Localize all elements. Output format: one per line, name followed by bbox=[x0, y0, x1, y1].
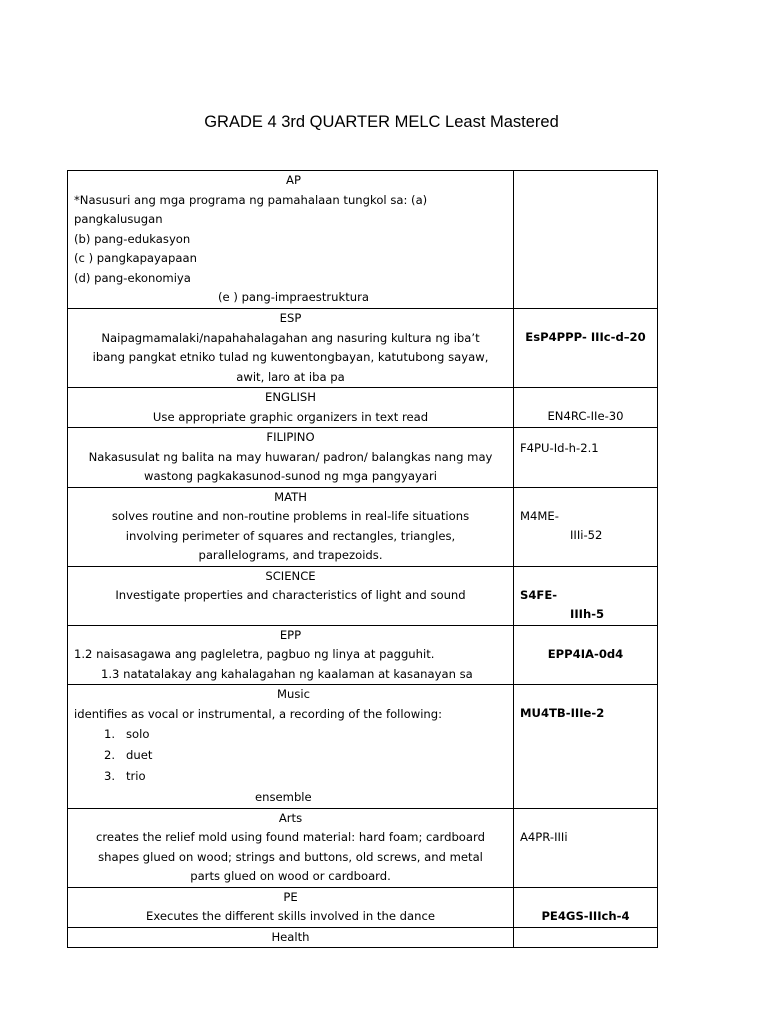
code-pe: PE4GS-IIIch-4 bbox=[541, 908, 630, 923]
table-row-arts bbox=[68, 808, 658, 887]
page-title: GRADE 4 3rd QUARTER MELC Least Mastered bbox=[204, 113, 559, 131]
list-item: 2. duet bbox=[104, 748, 153, 762]
science-line-1: Investigate properties and characteristics of light and sound bbox=[115, 588, 466, 602]
table-row-music bbox=[68, 685, 658, 809]
esp-line-1: Naipagmamalaki/napahahalagahan ang nasuring kultura ng iba’t bbox=[101, 330, 480, 345]
list-item: 3. trio bbox=[104, 769, 146, 783]
arts-line-1: creates the relief mold using found material: hard foam; cardboard bbox=[96, 830, 485, 844]
competency-cell-health bbox=[68, 927, 514, 948]
code-cell-music bbox=[514, 685, 658, 809]
table-row-esp bbox=[68, 309, 658, 388]
code-cell-math bbox=[514, 487, 658, 566]
arts-line-2: shapes glued on wood; strings and buttons, old screws, and metal bbox=[98, 849, 483, 864]
competency-cell-science bbox=[68, 566, 514, 625]
table-row-epp bbox=[68, 625, 658, 685]
math-line-1: solves routine and non-routine problems in real-life situations bbox=[111, 509, 470, 523]
table-row-filipino bbox=[68, 428, 658, 488]
table-row-science bbox=[68, 566, 658, 625]
subject-label-english: ENGLISH bbox=[265, 390, 316, 404]
code-filipino: F4PU-Id-h-2.1 bbox=[520, 441, 599, 455]
music-line-2: ensemble bbox=[255, 790, 312, 804]
ap-line-5: (d) pang-ekonomiya bbox=[74, 270, 191, 285]
table-row-math bbox=[68, 487, 658, 566]
code-arts: A4PR-IIIi bbox=[520, 829, 568, 844]
table-row-pe bbox=[68, 887, 658, 927]
ap-line-1: *Nasusuri ang mga programa ng pamahalaan tungkol sa: (a) bbox=[74, 192, 428, 207]
epp-line-2: 1.3 natatalakay ang kahalagahan ng kaalaman at kasanayan sa bbox=[101, 666, 473, 681]
arts-line-3: parts glued on wood or cardboard. bbox=[190, 869, 391, 883]
subject-label-filipino: FILIPINO bbox=[266, 430, 315, 444]
subject-label-arts: Arts bbox=[278, 810, 303, 825]
competency-cell-ap bbox=[68, 171, 514, 309]
code-epp: EPP4IA-0d4 bbox=[547, 646, 624, 661]
table-row-ap bbox=[68, 171, 658, 309]
competency-cell-filipino bbox=[68, 428, 514, 488]
filipino-line-1: Nakasusulat ng balita na may huwaran/ padron/ balangkas nang may bbox=[88, 449, 493, 464]
competency-cell-arts bbox=[68, 808, 514, 887]
code-cell-epp bbox=[514, 625, 658, 685]
subject-label-health: Health bbox=[271, 929, 310, 944]
filipino-line-2: wastong pagkakasunod-sunod ng mga pangyayari bbox=[144, 469, 437, 483]
competency-cell-epp bbox=[68, 625, 514, 685]
esp-line-2: ibang pangkat etniko tulad ng kuwentongbayan, katutubong sayaw, bbox=[92, 350, 489, 364]
code-cell-arts bbox=[514, 808, 658, 887]
code-cell-health bbox=[514, 927, 658, 948]
code-cell-english bbox=[514, 388, 658, 428]
subject-label-epp: EPP bbox=[279, 627, 302, 642]
code-english: EN4RC-IIe-30 bbox=[547, 409, 624, 423]
code-music: MU4TB-IIIe-2 bbox=[520, 706, 605, 720]
code-math-part-1: M4ME- bbox=[520, 508, 559, 523]
subject-label-science: SCIENCE bbox=[265, 568, 316, 583]
code-cell-science bbox=[514, 566, 658, 625]
music-line-1: identifies as vocal or instrumental, a recording of the following: bbox=[74, 706, 443, 721]
list-item: 1. solo bbox=[104, 727, 150, 741]
music-item-list bbox=[74, 724, 513, 787]
code-cell-esp bbox=[514, 309, 658, 388]
code-math-part-2: IIIi-52 bbox=[570, 528, 603, 542]
english-line-1: Use appropriate graphic organizers in text read bbox=[152, 409, 429, 424]
code-cell-filipino bbox=[514, 428, 658, 488]
code-science-part-2: IIIh-5 bbox=[570, 607, 605, 621]
epp-line-1: 1.2 naisasagawa ang pagleletra, pagbuo ng linya at pagguhit. bbox=[74, 647, 435, 661]
melc-table bbox=[67, 170, 658, 948]
subject-label-math: MATH bbox=[274, 489, 307, 504]
competency-cell-music bbox=[68, 685, 514, 809]
competency-cell-math bbox=[68, 487, 514, 566]
ap-line-4: (c ) pangkapayapaan bbox=[74, 251, 197, 265]
ap-line-3: (b) pang-edukasyon bbox=[74, 231, 191, 246]
code-esp: EsP4PPP- IIIc-d–20 bbox=[525, 330, 646, 344]
competency-cell-english bbox=[68, 388, 514, 428]
ap-line-6: (e ) pang-impraestruktura bbox=[218, 290, 369, 304]
competency-cell-esp bbox=[68, 309, 514, 388]
competency-cell-pe bbox=[68, 887, 514, 927]
esp-line-3: awit, laro at iba pa bbox=[236, 369, 345, 384]
subject-label-music: Music bbox=[277, 687, 310, 701]
code-cell-pe bbox=[514, 887, 658, 927]
subject-label-esp: ESP bbox=[279, 311, 302, 325]
table-row-health bbox=[68, 927, 658, 948]
ap-line-2: pangkalusugan bbox=[74, 212, 163, 226]
code-cell-ap bbox=[514, 171, 658, 309]
subject-label-ap: AP bbox=[286, 173, 301, 187]
subject-label-pe: PE bbox=[283, 889, 298, 904]
code-science-part-1: S4FE- bbox=[520, 587, 558, 602]
pe-line-1: Executes the different skills involved in the dance bbox=[146, 909, 435, 923]
table-row-english bbox=[68, 388, 658, 428]
math-line-2: involving perimeter of squares and rectangles, triangles, bbox=[125, 528, 456, 543]
math-line-3: parallelograms, and trapezoids. bbox=[198, 548, 383, 562]
